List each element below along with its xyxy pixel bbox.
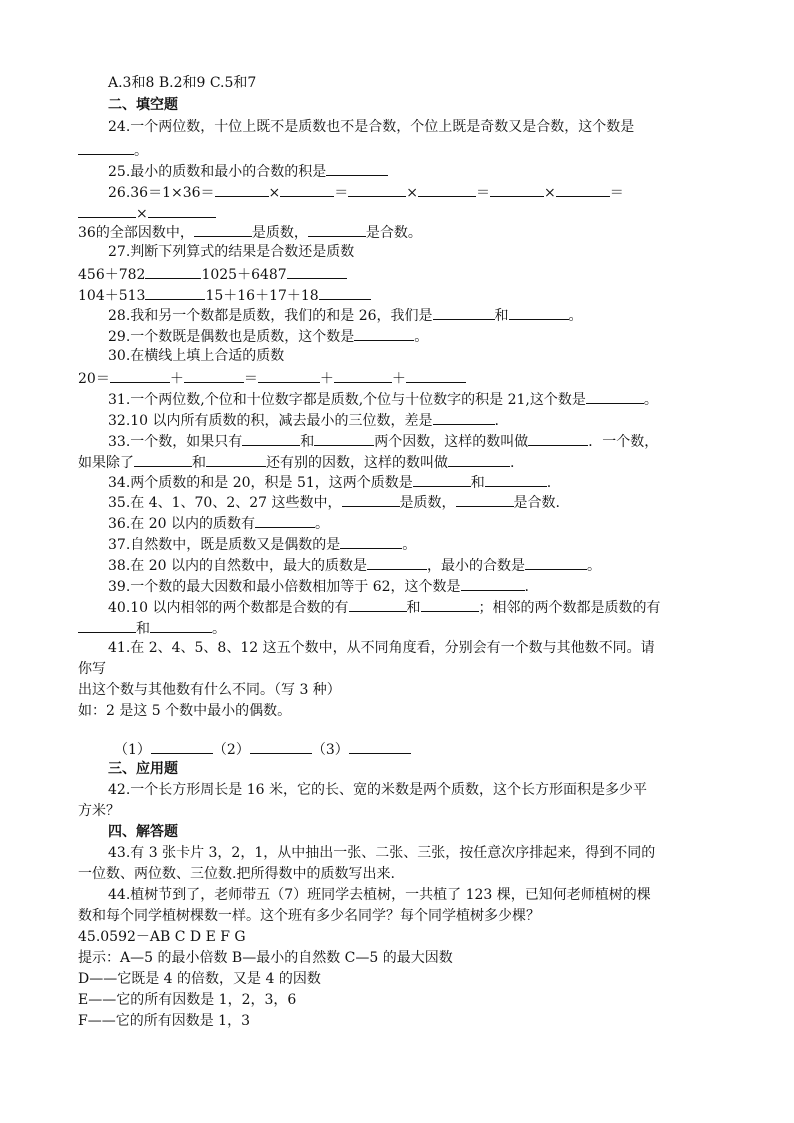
section-title-fill-in: 二、填空题 xyxy=(108,97,178,113)
q34-line: 34.两个质数的和是 20，积是 51，这两个质数是 和 . xyxy=(108,472,551,492)
answer-blank[interactable] xyxy=(528,431,588,446)
answer-blank[interactable] xyxy=(255,513,315,528)
q33-line2: 如果除了 和 还有别的因数，这样的数叫做 . xyxy=(78,452,514,472)
q36-line: 36.在 20 以内的质数有 。 xyxy=(108,513,329,533)
answer-blank[interactable] xyxy=(287,264,347,279)
q26-line1: 26.36＝1×36＝ × ＝ × ＝ × ＝ xyxy=(108,182,624,202)
q41-line2: 你写 xyxy=(78,661,106,677)
answer-blank[interactable] xyxy=(406,368,466,383)
answer-blank[interactable] xyxy=(314,431,374,446)
answer-blank[interactable] xyxy=(490,182,544,197)
q29-line: 29.一个数既是偶数也是质数，这个数是 。 xyxy=(108,326,428,346)
q45-line1: 45.0592－AB C D E F G xyxy=(78,929,246,945)
answer-blank[interactable] xyxy=(456,492,514,507)
answer-blank[interactable] xyxy=(485,472,547,487)
answer-blank[interactable] xyxy=(206,452,266,467)
q42-line1: 42.一个长方形周长是 16 米，它的长、宽的米数是两个质数，这个长方形面积是多少平 xyxy=(108,782,647,798)
q30-line: 20＝ ＋ ＝ ＋ ＋ xyxy=(78,368,466,388)
answer-blank[interactable] xyxy=(348,182,406,197)
answer-blank[interactable] xyxy=(150,618,212,633)
q45-hint: 提示：A—5 的最小倍数 B—最小的自然数 C—5 的最大因数 xyxy=(78,950,453,966)
answer-blank[interactable] xyxy=(78,618,136,633)
q27-row2: 104＋513 15＋16＋17＋18 xyxy=(78,285,371,305)
answer-blank[interactable] xyxy=(448,452,510,467)
q40-line1: 40.10 以内相邻的两个数都是合数的有 和 ；相邻的两个数都是质数的有 xyxy=(108,597,661,617)
q41-answers: （1） （2） （3） xyxy=(114,739,411,759)
answer-blank[interactable] xyxy=(421,597,479,612)
q45-d: D——它既是 4 的倍数，又是 4 的因数 xyxy=(78,971,321,987)
section-title-application: 三、应用题 xyxy=(108,761,178,777)
answer-blank[interactable] xyxy=(145,285,205,300)
q28-line: 28.我和另一个数都是质数，我们的和是 26，我们是 和 。 xyxy=(108,305,583,325)
answer-blank[interactable] xyxy=(78,140,134,155)
answer-blank[interactable] xyxy=(413,472,471,487)
q30-title: 30.在横线上填上合适的质数 xyxy=(108,348,285,364)
q26-line3: 36的全部因数中， 是质数， 是合数。 xyxy=(78,222,422,242)
answer-blank[interactable] xyxy=(194,222,252,237)
q24-answer-line: 。 xyxy=(78,140,148,160)
q41-line3: 出这个数与其他数有什么不同。（写 3 种） xyxy=(78,682,341,698)
answer-blank[interactable] xyxy=(418,182,476,197)
q41-example: 如：2 是这 5 个数中最小的偶数。 xyxy=(78,703,292,719)
answer-blank[interactable] xyxy=(556,182,610,197)
q26-line2: × xyxy=(78,203,216,223)
q38-line: 38.在 20 以内的自然数中，最大的质数是 ，最小的合数是 。 xyxy=(108,555,601,575)
q43-line2: 一位数、两位数、三位数.把所得数中的质数写出来. xyxy=(78,866,395,882)
answer-blank[interactable] xyxy=(319,285,371,300)
answer-blank[interactable] xyxy=(433,305,495,320)
q35-line: 35.在 4、1、70、2、27 这些数中， 是质数， 是合数. xyxy=(108,492,560,512)
answer-blank[interactable] xyxy=(134,452,192,467)
q27-row1: 456＋782 1025＋6487 xyxy=(78,264,347,284)
q45-f: F——它的所有因数是 1，3 xyxy=(78,1013,250,1029)
q33-line1: 33.一个数，如果只有 和 两个因数，这样的数叫做 ．一个数， xyxy=(108,431,658,451)
answer-blank[interactable] xyxy=(242,431,300,446)
q44-line2: 数和每个同学植树棵数一样。这个班有多少名同学？每个同学植树多少棵？ xyxy=(78,908,540,924)
q44-line1: 44.植树节到了，老师带五（7）班同学去植树，一共植了 123 棵，已知何老师植树的棵 xyxy=(108,887,651,903)
q43-line1: 43.有 3 张卡片 3，2，1，从中抽出一张、二张、三张，按任意次序排起来，得到不同的 xyxy=(108,845,656,861)
answer-blank[interactable] xyxy=(525,555,587,570)
answer-blank[interactable] xyxy=(184,368,244,383)
answer-blank[interactable] xyxy=(354,326,414,341)
answer-blank[interactable] xyxy=(215,182,269,197)
answer-blank[interactable] xyxy=(342,492,400,507)
q24-text: 24.一个两位数，十位上既不是质数也不是合数，个位上既是奇数又是合数，这个数是 xyxy=(108,119,635,135)
q32-line: 32.10 以内所有质数的积，减去最小的三位数，差是 . xyxy=(108,410,499,430)
answer-blank[interactable] xyxy=(250,739,312,754)
answer-blank[interactable] xyxy=(78,203,136,218)
q42-line2: 方米？ xyxy=(78,803,120,819)
answer-blank[interactable] xyxy=(349,597,407,612)
answer-blank[interactable] xyxy=(340,534,402,549)
q25-line: 25.最小的质数和最小的合数的积是 xyxy=(108,161,388,181)
answer-blank[interactable] xyxy=(433,410,495,425)
answer-blank[interactable] xyxy=(461,576,525,591)
answer-blank[interactable] xyxy=(258,368,320,383)
answer-blank[interactable] xyxy=(151,739,213,754)
answer-blank[interactable] xyxy=(326,161,388,176)
q45-e: E——它的所有因数是 1，2，3，6 xyxy=(78,992,297,1008)
answer-blank[interactable] xyxy=(334,368,392,383)
answer-blank[interactable] xyxy=(367,555,427,570)
answer-blank[interactable] xyxy=(586,389,644,404)
answer-blank[interactable] xyxy=(110,368,170,383)
q37-line: 37.自然数中，既是质数又是偶数的是 。 xyxy=(108,534,416,554)
answer-blank[interactable] xyxy=(509,305,569,320)
q31-line: 31.一个两位数,个位和十位数字都是质数,个位与十位数字的积是 21,这个数是 。 xyxy=(108,389,658,409)
answer-blank[interactable] xyxy=(349,739,411,754)
answer-blank[interactable] xyxy=(148,203,216,218)
answer-blank[interactable] xyxy=(145,264,201,279)
answer-blank[interactable] xyxy=(308,222,366,237)
q40-line2: 和 。 xyxy=(78,618,226,638)
section-title-solve: 四、解答题 xyxy=(108,824,178,840)
q23-options: A.3和8 B.2和9 C.5和7 xyxy=(108,75,257,91)
answer-blank[interactable] xyxy=(280,182,334,197)
q27-title: 27.判断下列算式的结果是合数还是质数 xyxy=(108,244,355,260)
q41-line1: 41.在 2、4、5、8、12 这五个数中，从不同角度看，分别会有一个数与其他数不同。请 xyxy=(108,640,655,656)
q39-line: 39.一个数的最大因数和最小倍数相加等于 62，这个数是 . xyxy=(108,576,529,596)
